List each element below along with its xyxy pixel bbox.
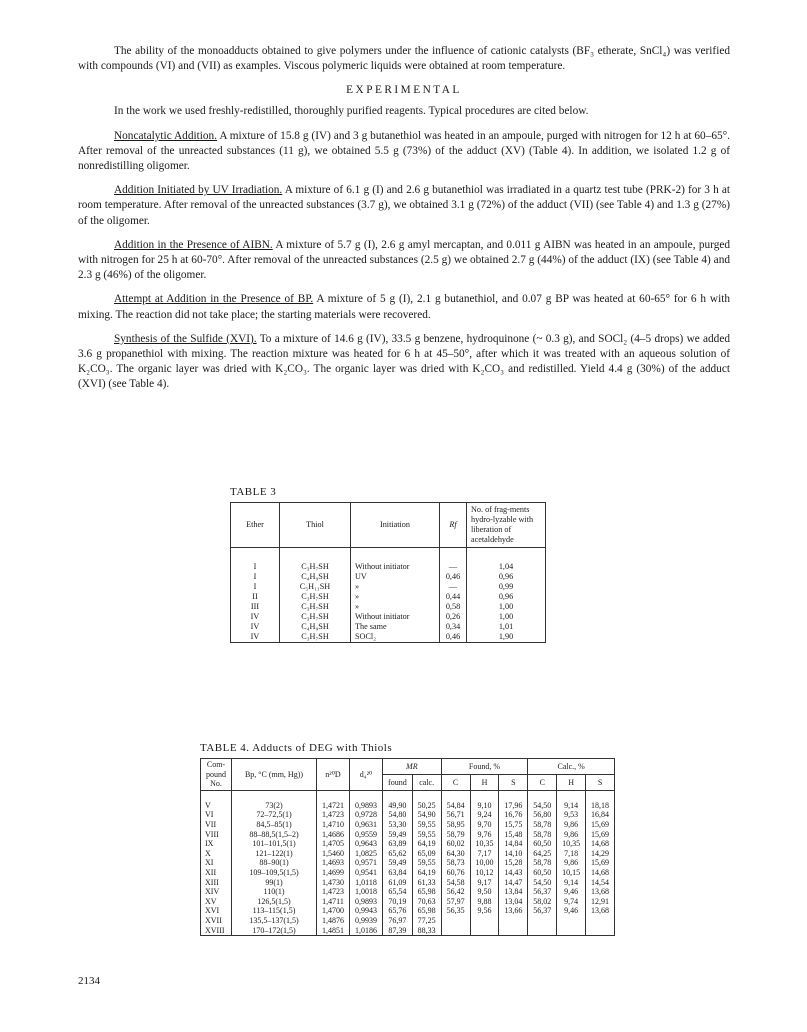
table4-cell: 14,68	[586, 868, 615, 878]
table4-cell: 60,50	[528, 868, 557, 878]
table4-cell: 170–172(1,5)	[232, 926, 317, 936]
table4-cell: XI	[201, 858, 232, 868]
table4-cell: 9,74	[557, 897, 586, 907]
table4-row	[201, 858, 615, 868]
table4-cell: 56,42	[441, 887, 470, 897]
table4-cell: 1,4699	[317, 868, 350, 878]
table4-cell: VIII	[201, 830, 232, 840]
table4-header-mr-calc: calc.	[412, 774, 441, 790]
table4-cell: 73(2)	[232, 801, 317, 811]
table4-cell: 59,55	[412, 820, 441, 830]
table3-row	[231, 592, 546, 602]
table4-cell: 70,19	[383, 897, 413, 907]
table4-cell: 54,80	[383, 810, 413, 820]
table4-cell: XV	[201, 897, 232, 907]
table3-header: No. of frag-ments hydro-lyzable with liberation of acetaldehyde	[467, 503, 546, 548]
table4-cell: 0,9943	[350, 906, 383, 916]
table4-cell: XVI	[201, 906, 232, 916]
table4-cell	[499, 926, 528, 936]
table4-cell: 14,54	[586, 878, 615, 888]
table4-cell: X	[201, 849, 232, 859]
table4-cell: 14,29	[586, 849, 615, 859]
table3-header: Initiation	[351, 503, 440, 548]
table4-cell: 135,5–137(1,5)	[232, 916, 317, 926]
table4-cell	[586, 916, 615, 926]
table4-row	[201, 897, 615, 907]
table3-row	[231, 622, 546, 632]
table3-row	[231, 602, 546, 612]
table4-cell: 9,53	[557, 810, 586, 820]
table3-header: Rf	[440, 503, 467, 548]
table4-cell: 1,5460	[317, 849, 350, 859]
table4-cell: 10,15	[557, 868, 586, 878]
table4-cell: 64,19	[412, 868, 441, 878]
table4-cell: 59,55	[412, 858, 441, 868]
table4-cell: 70,63	[412, 897, 441, 907]
table4-cell: 0,9571	[350, 858, 383, 868]
table4-cell: XIII	[201, 878, 232, 888]
table4-cell: 1,0186	[350, 926, 383, 936]
table3-header: Thiol	[280, 503, 351, 548]
table4-cell: 72–72,5(1)	[232, 810, 317, 820]
table4-cell: VI	[201, 810, 232, 820]
table3-cell: 0,34	[440, 622, 467, 632]
table4-cell: 101–101,5(1)	[232, 839, 317, 849]
procedure-text: A mixture of 5.7 g (I), 2.6 g amyl mercaptan, and 0.011 g AIBN was heated in an ampoule, purged with nitrogen for 25 h at 60-70°. After removal of the unreacted substances (2.5 g) we obtained 2.7 g (44%) of the adduct (IX) (see Table 4) and 2.3 g (46%) of the oligomer.	[78, 238, 731, 282]
table3-cell: —	[440, 562, 467, 572]
table4-cell: 58,95	[441, 820, 470, 830]
table4-cell: 9,76	[470, 830, 499, 840]
table4-cell: 13,04	[499, 897, 528, 907]
table4-cell: 9,50	[470, 887, 499, 897]
table4-cell: 1,4700	[317, 906, 350, 916]
table4-row	[201, 830, 615, 840]
table4-cell: 77,25	[412, 916, 441, 926]
table4-cell: 13,68	[586, 887, 615, 897]
table4-row	[201, 801, 615, 811]
table4-cell: 9,70	[470, 820, 499, 830]
table4-cell: 16,84	[586, 810, 615, 820]
table4-cell: 9,10	[470, 801, 499, 811]
table3-cell: I	[231, 582, 280, 592]
table4-cell: 65,62	[383, 849, 413, 859]
table3-cell: —	[440, 582, 467, 592]
table4-cell: 84,5–85(1)	[232, 820, 317, 830]
table4-header-c: C	[528, 774, 557, 790]
table3	[230, 502, 546, 643]
table4-cell: 64,30	[441, 849, 470, 859]
table4-cell: 88–90(1)	[232, 858, 317, 868]
table4-cell: 110(1)	[232, 887, 317, 897]
table4-cell: 1,4723	[317, 810, 350, 820]
table4-cell: 1,4693	[317, 858, 350, 868]
table4-header-nd: n²⁰D	[317, 759, 350, 791]
table4-cell: 64,19	[412, 839, 441, 849]
table4-cell: 13,68	[586, 906, 615, 916]
table4-row	[201, 839, 615, 849]
table4-cell	[557, 916, 586, 926]
table4-cell: 10,35	[470, 839, 499, 849]
table4-cell: 14,47	[499, 878, 528, 888]
table4-cell: 121–122(1)	[232, 849, 317, 859]
table4-cell: 9,17	[470, 878, 499, 888]
table3-row	[231, 632, 546, 643]
table4-cell: 1,4705	[317, 839, 350, 849]
table3-cell: 1,00	[467, 602, 546, 612]
table4-cell: 63,89	[383, 839, 413, 849]
table4-cell: 0,9893	[350, 897, 383, 907]
table3-cell: »	[351, 602, 440, 612]
table4-cell: 15,69	[586, 858, 615, 868]
table3-cell: II	[231, 592, 280, 602]
table4-row	[201, 810, 615, 820]
table4-cell: 10,12	[470, 868, 499, 878]
table4-cell	[557, 926, 586, 936]
table4-cell: 50,25	[412, 801, 441, 811]
table4-cell: 9,14	[557, 878, 586, 888]
table3-cell: 1,04	[467, 562, 546, 572]
table4-cell: 60,50	[528, 839, 557, 849]
table4-cell: 9,46	[557, 887, 586, 897]
table3-cell: 0,44	[440, 592, 467, 602]
table4-cell: 65,98	[412, 887, 441, 897]
procedure-uv	[78, 183, 730, 229]
table3-cell: C₃H₇SH	[280, 602, 351, 612]
table4-cell: 17,96	[499, 801, 528, 811]
table4-header-calc: Calc., %	[528, 759, 615, 775]
table3-cell: 0,46	[440, 572, 467, 582]
table4-cell: 9,86	[557, 858, 586, 868]
table3-cell: C₃H₇SH	[280, 562, 351, 572]
table4-cell: 58,78	[528, 820, 557, 830]
table3-row	[231, 562, 546, 572]
table4-cell: 65,09	[412, 849, 441, 859]
table4-cell: 9,88	[470, 897, 499, 907]
table4-header-c: C	[441, 774, 470, 790]
table4-cell	[470, 916, 499, 926]
table4-cell	[528, 916, 557, 926]
table3-cell: Without initiator	[351, 562, 440, 572]
table4-cell: 56,37	[528, 906, 557, 916]
table3-header: Ether	[231, 503, 280, 548]
table4-cell: 10,00	[470, 858, 499, 868]
page-body	[78, 44, 730, 402]
table3-cell: The same	[351, 622, 440, 632]
table4-cell: 60,02	[441, 839, 470, 849]
procedure-title: Attempt at Addition in the Presence of BP.	[114, 293, 314, 306]
table4-cell: 64,25	[528, 849, 557, 859]
table4-cell: 65,98	[412, 906, 441, 916]
table4-cell: 63,84	[383, 868, 413, 878]
table4-cell: 1,4876	[317, 916, 350, 926]
table4-row	[201, 849, 615, 859]
table4-cell: 9,24	[470, 810, 499, 820]
table4-cell: 54,90	[412, 810, 441, 820]
table4-cell: 0,9541	[350, 868, 383, 878]
table4-header-found: Found, %	[441, 759, 528, 775]
table4-cell: 15,69	[586, 830, 615, 840]
table4-cell: 1,4721	[317, 801, 350, 811]
table3-cell: IV	[231, 622, 280, 632]
table4	[200, 758, 615, 936]
table4-cell: 1,4730	[317, 878, 350, 888]
procedure-text: A mixture of 5 g (I), 2.1 g butanethiol, and 0.07 g BP was heated at 60-65° for 6 h with mixing. The reaction did not take place; the starting materials were recovered.	[78, 293, 730, 321]
table4-cell: IX	[201, 839, 232, 849]
table3-row	[231, 582, 546, 592]
table3-row	[231, 612, 546, 622]
table4-cell: 15,75	[499, 820, 528, 830]
table4-cell: 14,68	[586, 839, 615, 849]
table4-cell	[470, 926, 499, 936]
table4-cell: 61,33	[412, 878, 441, 888]
table4-cell: 58,73	[441, 858, 470, 868]
page-number: 2134	[78, 975, 100, 987]
table4-cell	[441, 926, 470, 936]
table3-cell: 0,96	[467, 592, 546, 602]
table4-cell: 99(1)	[232, 878, 317, 888]
table4-row	[201, 878, 615, 888]
table4-header-bp: Bp, °C (mm, Hg))	[232, 759, 317, 791]
procedure-title: Addition in the Presence of AIBN.	[114, 238, 273, 251]
table4-cell: 58,79	[441, 830, 470, 840]
table4-cell: 0,9643	[350, 839, 383, 849]
table4-cell: 1,4686	[317, 830, 350, 840]
table4-cell: 54,50	[528, 801, 557, 811]
procedure-text: To a mixture of 14.6 g (IV), 33.5 g benzene, hydroquinone (~ 0.3 g), and SOCl₂ (4–5 drops) we added 3.6 g propanethiol with mixing. The reaction mixture was heated for 6 h at 45–50°, after which it was treated with an aqueous solution of K₂CO₃. The organic layer was dried with K₂CO₃. The organic layer was dried with K₂CO₃ and redistilled. Yield 4.4 g (30%) of the adduct (XVI) (see Table 4).	[78, 332, 730, 391]
table3-cell: »	[351, 582, 440, 592]
table3-cell: SOCl₂	[351, 632, 440, 643]
table3-cell: IV	[231, 632, 280, 643]
table3-cell: C₃H₇SH	[280, 632, 351, 643]
procedure-bp	[78, 292, 730, 322]
procedure-text: A mixture of 6.1 g (I) and 2.6 g butanethiol was irradiated in a quartz test tube (PRK-2) for 3 h at room temperature. After removal of the unreacted substances (3.7 g), we obtained 3.1 g (72%) of the adduct (VII) (see Table 4) and 1.3 g (27%) of the oligomer.	[78, 184, 730, 227]
table3-cell: 0,46	[440, 632, 467, 643]
table4-header-s: S	[499, 774, 528, 790]
table4-cell: XVII	[201, 916, 232, 926]
procedure-sulfide	[78, 332, 730, 393]
table4-cell: 0,9559	[350, 830, 383, 840]
table4-cell: 16,76	[499, 810, 528, 820]
table3-cell: C₄H₉SH	[280, 622, 351, 632]
table4-cell: 88–88,5(1,5–2)	[232, 830, 317, 840]
table4-cell: 65,76	[383, 906, 413, 916]
table4-header-d4: d₄²⁰	[350, 759, 383, 791]
table4-cell	[528, 926, 557, 936]
table3-cell: 0,26	[440, 612, 467, 622]
table4-cell: 12,91	[586, 897, 615, 907]
table4-header-h: H	[470, 774, 499, 790]
table4-cell: 15,69	[586, 820, 615, 830]
table4-cell: 0,9631	[350, 820, 383, 830]
table4-cell: 18,18	[586, 801, 615, 811]
table3-cell: C₃H₇SH	[280, 612, 351, 622]
table4-row	[201, 916, 615, 926]
table4-row	[201, 906, 615, 916]
table4-header-s: S	[586, 774, 615, 790]
table4-cell: V	[201, 801, 232, 811]
table4-cell: 56,71	[441, 810, 470, 820]
table4-cell: 9,46	[557, 906, 586, 916]
table4-cell: 1,4723	[317, 887, 350, 897]
procedure-text: A mixture of 15.8 g (IV) and 3 g butanethiol was heated in an ampoule, purged with nitrogen for 12 h at 60–65°. After removal of the unreacted substances (11 g), we obtained 5.5 g (73%) of the adduct (XV) (Table 4). In addition, we isolated 1.2 g of nonredistilling oligomer.	[78, 129, 730, 173]
table4-cell: 53,30	[383, 820, 413, 830]
table4-cell: 59,55	[412, 830, 441, 840]
table4-cell: 0,9939	[350, 916, 383, 926]
table4-cell: 56,35	[441, 906, 470, 916]
table3-cell: 1,90	[467, 632, 546, 643]
table4-cell: 10,35	[557, 839, 586, 849]
table4-cell: 57,97	[441, 897, 470, 907]
table4-cell: 59,49	[383, 858, 413, 868]
table3-cell: C₃H₇SH	[280, 592, 351, 602]
table4-cell: 87,39	[383, 926, 413, 936]
experimental-heading: EXPERIMENTAL	[346, 84, 462, 97]
table3-cell: Without initiator	[351, 612, 440, 622]
table4-cell: 58,02	[528, 897, 557, 907]
table4-cell: 61,09	[383, 878, 413, 888]
table4-row	[201, 887, 615, 897]
table4-cell: 1,4711	[317, 897, 350, 907]
table3-cell: 0,96	[467, 572, 546, 582]
table4-caption: TABLE 4. Adducts of DEG with Thiols	[200, 742, 393, 754]
table4-cell: 54,58	[441, 878, 470, 888]
table4-cell: 7,18	[557, 849, 586, 859]
table4-cell: 65,54	[383, 887, 413, 897]
table4-cell	[586, 926, 615, 936]
table4-cell: 9,86	[557, 830, 586, 840]
table3-row	[231, 572, 546, 582]
table4-header-mr: MR	[383, 759, 442, 775]
table3-cell: 1,00	[467, 612, 546, 622]
table4-row	[201, 868, 615, 878]
table4-cell	[441, 916, 470, 926]
table4-cell: 1,0118	[350, 878, 383, 888]
table3-cell: C₅H₁₁SH	[280, 582, 351, 592]
table4-row	[201, 926, 615, 936]
table4-cell: XII	[201, 868, 232, 878]
table4-cell: 58,78	[528, 830, 557, 840]
procedure-noncatalytic	[78, 129, 730, 175]
table4-cell: VII	[201, 820, 232, 830]
table4-cell: 15,28	[499, 858, 528, 868]
table4-cell: 126,5(1,5)	[232, 897, 317, 907]
table4-cell: XIV	[201, 887, 232, 897]
table3-cell: 0,99	[467, 582, 546, 592]
table3-cell: »	[351, 592, 440, 602]
table4-cell: 1,4851	[317, 926, 350, 936]
table4-cell: 7,17	[470, 849, 499, 859]
table4-cell: 9,56	[470, 906, 499, 916]
table4-cell: 56,80	[528, 810, 557, 820]
table4-cell: 113–115(1,5)	[232, 906, 317, 916]
table4-cell: 9,86	[557, 820, 586, 830]
table3-cell: IV	[231, 612, 280, 622]
table4-row	[201, 820, 615, 830]
procedure-title: Addition Initiated by UV Irradiation.	[114, 184, 283, 197]
table4-header-h: H	[557, 774, 586, 790]
table4-cell: 76,97	[383, 916, 413, 926]
table3-cell: 1,01	[467, 622, 546, 632]
table4-cell: 0,9728	[350, 810, 383, 820]
table3-caption: TABLE 3	[230, 486, 277, 498]
table4-cell: 0,9893	[350, 801, 383, 811]
experimental-intro: In the work we used freshly-redistilled, thoroughly purified reagents. Typical procedures are cited below.	[114, 105, 589, 118]
table4-cell: 49,90	[383, 801, 413, 811]
table3-cell: III	[231, 602, 280, 612]
table4-header-compound: Com-pound No.	[201, 759, 232, 791]
procedure-aibn	[78, 238, 730, 284]
table4-cell: 59,49	[383, 830, 413, 840]
table3-cell: 0,58	[440, 602, 467, 612]
table4-cell: 9,14	[557, 801, 586, 811]
table4-cell: 13,66	[499, 906, 528, 916]
procedure-title: Noncatalytic Addition.	[114, 129, 218, 142]
procedure-title: Synthesis of the Sulfide (XVI).	[114, 332, 257, 345]
table4-cell: 1,0825	[350, 849, 383, 859]
table4-cell: XVIII	[201, 926, 232, 936]
table4-cell: 54,84	[441, 801, 470, 811]
table4-cell: 14,84	[499, 839, 528, 849]
table4-cell: 15,48	[499, 830, 528, 840]
table4-cell: 56,37	[528, 887, 557, 897]
table4-cell: 14,10	[499, 849, 528, 859]
table4-cell: 58,78	[528, 858, 557, 868]
table4-cell: 109–109,5(1,5)	[232, 868, 317, 878]
table3-cell: I	[231, 572, 280, 582]
table3-cell: UV	[351, 572, 440, 582]
table4-cell: 1,0018	[350, 887, 383, 897]
table4-header-mr-found: found	[383, 774, 413, 790]
table4-cell: 88,33	[412, 926, 441, 936]
table3-cell: C₄H₉SH	[280, 572, 351, 582]
table4-cell	[499, 916, 528, 926]
table4-cell: 14,43	[499, 868, 528, 878]
table4-cell: 54,50	[528, 878, 557, 888]
table3-cell: I	[231, 562, 280, 572]
intro-paragraph: The ability of the monoadducts obtained to give polymers under the influence of cationic catalysts (BF₃ etherate, SnCl₄) was verified with compounds (VI) and (VII) as examples. Viscous polymeric liquids were obtained at room temperature.	[78, 45, 730, 73]
table4-cell: 1,4710	[317, 820, 350, 830]
table4-cell: 13,84	[499, 887, 528, 897]
table4-cell: 60,76	[441, 868, 470, 878]
